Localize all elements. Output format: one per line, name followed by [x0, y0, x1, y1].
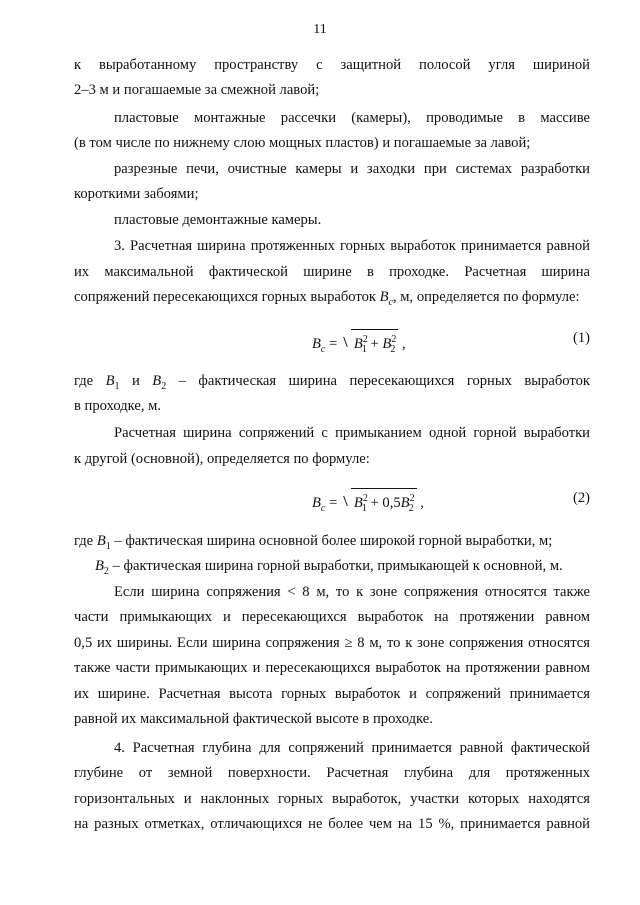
exponent: 2	[362, 334, 368, 345]
formula-subscript: 1	[361, 343, 367, 355]
formula-symbol: B	[312, 494, 321, 511]
formula-symbol: B	[105, 373, 115, 389]
text-fragment: где	[74, 373, 94, 389]
text-line-1: к выработанному пространству с защитной полосой угля шириной	[74, 57, 590, 73]
formula-symbol: B	[95, 558, 104, 574]
text-fragment: – фактическая ширина горной выработки, примыкающей к основной, м.	[112, 558, 563, 574]
symbol-Bc: B	[379, 289, 389, 305]
text-line-17: Если ширина сопряжения < 8 м, то к зоне сопряжения относятся также	[114, 584, 590, 600]
formula-symbol: B	[400, 494, 410, 511]
text-line-2: 2–3 м и погашаемые за смежной лавой;	[74, 82, 320, 98]
formula-subscript: 1	[105, 540, 111, 552]
formula-symbol: B	[152, 373, 162, 389]
text-line-16	[95, 557, 590, 581]
text-line-25: горизонтальных и наклонных горных выработок, участки которых находятся	[74, 791, 590, 807]
formula-symbol: B	[353, 335, 363, 352]
comma: ,	[401, 335, 406, 352]
formula-subscript: 1	[361, 502, 367, 514]
formula-symbol: B	[96, 533, 106, 549]
text-fragment: сопряжений пересекающихся горных выработок	[74, 289, 376, 305]
formula-subscript: 2	[103, 565, 109, 577]
formula-subscript: 1	[114, 380, 120, 392]
plus-sign: +	[370, 494, 379, 511]
text-fragment: – фактическая ширина пересекающихся горных выработок	[178, 373, 590, 389]
text-line-21: их ширине. Расчетная высота горных выработок и сопряжений принимается	[74, 686, 590, 702]
text-fragment: , м, определяется по формуле:	[393, 289, 580, 305]
coefficient: 0,5	[382, 494, 401, 511]
equation-number-1: (1)	[572, 330, 590, 346]
subscript-c: c	[388, 296, 393, 308]
exponent: 2	[391, 334, 397, 345]
text-line-15	[74, 532, 590, 556]
formula-subscript: 2	[390, 343, 396, 355]
equals-sign: =	[329, 335, 338, 352]
formula-subscript: c	[320, 502, 326, 514]
formula-subscript: 2	[408, 502, 414, 514]
text-line-24: глубине от земной поверхности. Расчетная глубина для протяженных	[74, 765, 590, 781]
page-number: 11	[313, 22, 327, 37]
text-line-23: 4. Расчетная глубина для сопряжений принимается равной фактической	[114, 740, 590, 756]
text-line-11	[74, 372, 590, 396]
equals-sign: =	[329, 494, 338, 511]
text-fragment: – фактическая ширина основной более широкой горной выработки, м;	[114, 533, 553, 549]
comma: ,	[420, 494, 424, 511]
text-line-14: к другой (основной), определяется по формуле:	[74, 451, 370, 467]
square-root	[341, 329, 398, 360]
text-line-8: 3. Расчетная ширина протяженных горных выработок принимается равной	[114, 238, 590, 254]
text-line-18: части примыкающих и пересекающихся выработок на протяжении равном	[74, 609, 590, 625]
text-line-20: также части примыкающих и пересекающихся выработок на протяжении равном	[74, 660, 590, 676]
formula-symbol: B	[382, 335, 392, 352]
text-fragment: и	[132, 373, 140, 389]
text-fragment: где	[74, 533, 94, 549]
exponent: 2	[362, 493, 368, 504]
formula-1	[312, 329, 406, 360]
formula-subscript: c	[320, 343, 326, 355]
text-line-13: Расчетная ширина сопряжений с примыканием одной горной выработки	[114, 425, 590, 441]
text-line-22: равной их максимальной фактической высоте в проходке.	[74, 711, 433, 727]
text-line-26: на разных отметках, отличающихся не более чем на 15 %, принимается равной	[74, 816, 590, 832]
text-line-12: в проходке, м.	[74, 398, 162, 414]
square-root	[341, 488, 417, 519]
text-line-4: (в том числе по нижнему слою мощных пластов) и погашаемые за лавой;	[74, 135, 531, 151]
text-line-9: их максимальной фактической ширине в проходке. Расчетная ширина	[74, 264, 590, 280]
exponent: 2	[409, 493, 415, 504]
text-line-7: пластовые демонтажные камеры.	[114, 212, 322, 228]
text-line-10	[74, 288, 590, 312]
formula-subscript: 2	[161, 380, 167, 392]
equation-number-2: (2)	[572, 490, 590, 506]
formula-symbol: B	[353, 494, 363, 511]
text-line-5: разрезные печи, очистные камеры и заходки при системах разработки	[114, 161, 590, 177]
formula-symbol: B	[312, 335, 321, 352]
formula-2	[312, 488, 424, 519]
text-line-3: пластовые монтажные рассечки (камеры), проводимые в массиве	[114, 110, 590, 126]
text-line-19: 0,5 их ширины. Если ширина сопряжения ≥ 8 м, то к зоне сопряжения относятся	[74, 635, 590, 651]
text-line-6: короткими забоями;	[74, 186, 199, 202]
plus-sign: +	[370, 335, 379, 352]
